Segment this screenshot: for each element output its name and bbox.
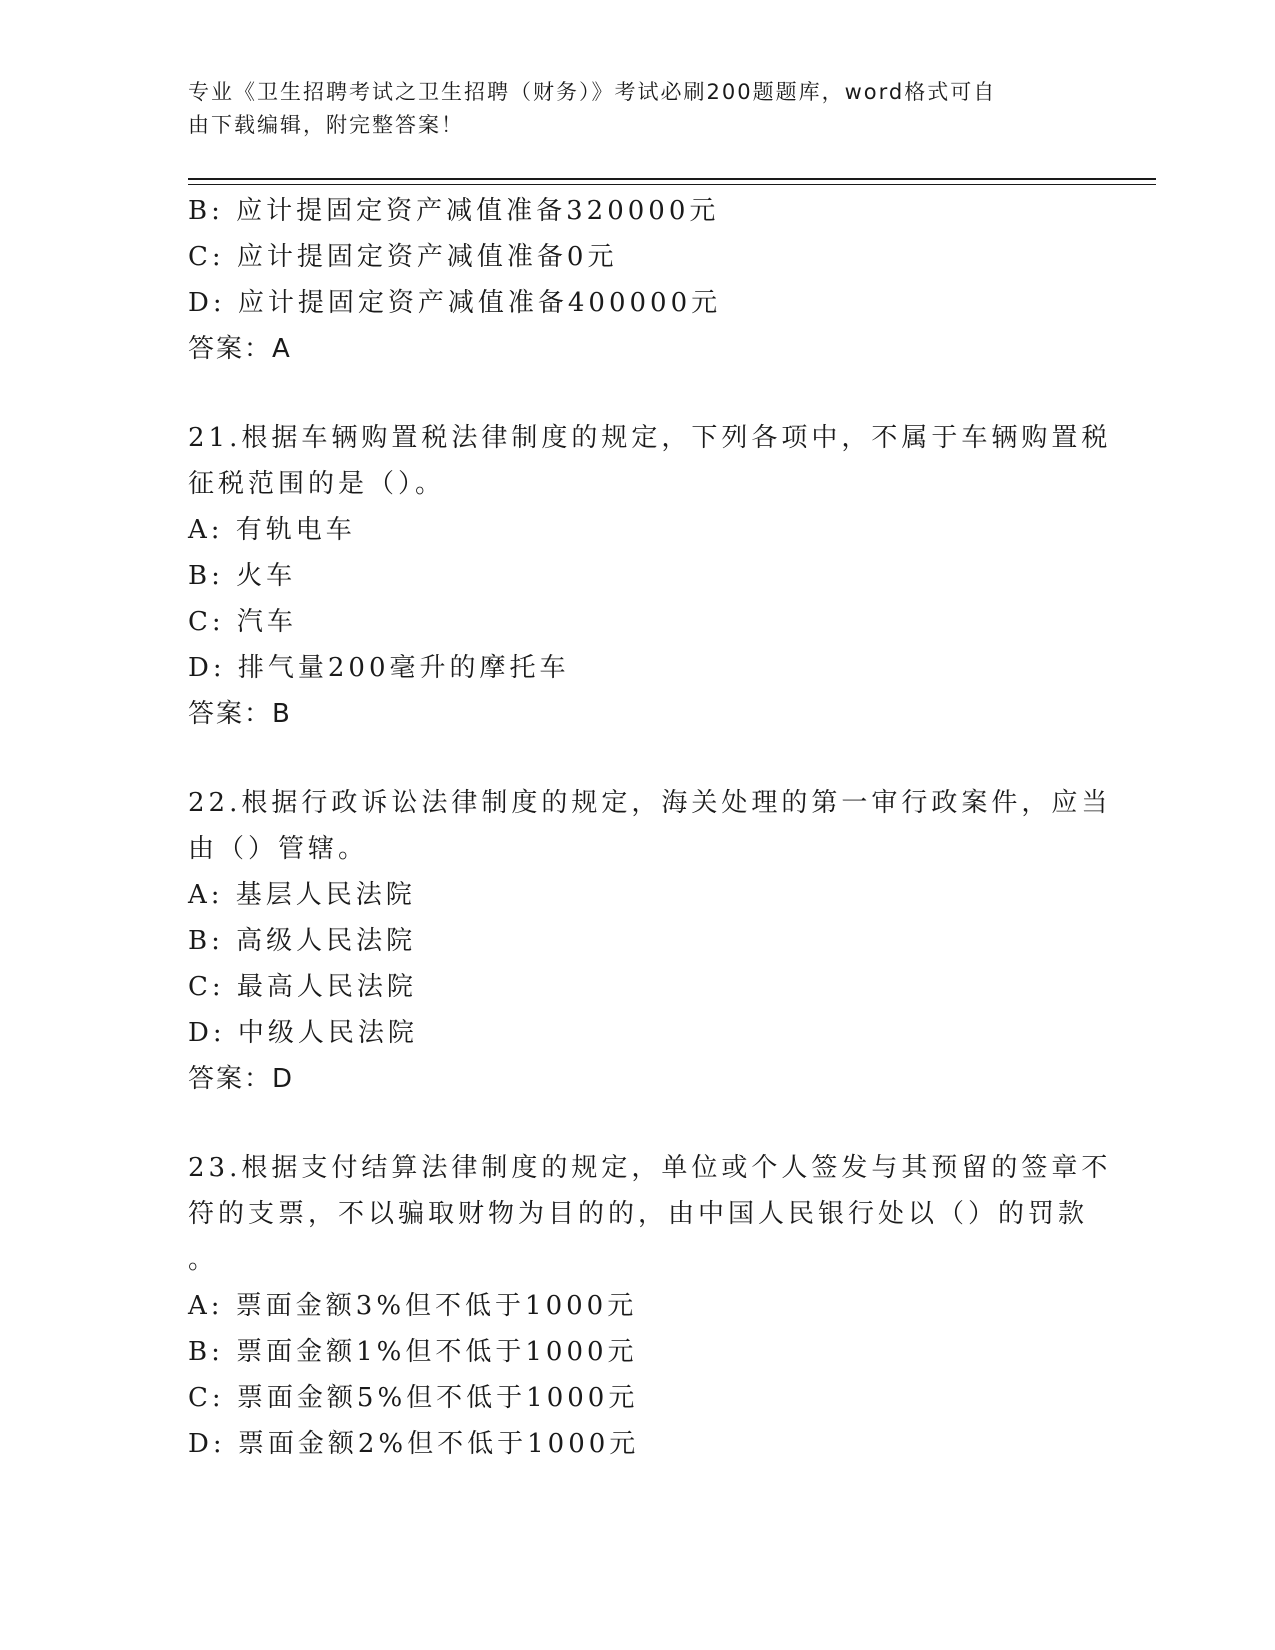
answer-line: 答案：B	[188, 699, 292, 729]
header-divider-thick	[188, 178, 1156, 180]
spacer	[188, 737, 1088, 780]
question-text-line: 。	[188, 1245, 219, 1275]
option-d: D: 票面金额2%但不低于1000元	[188, 1429, 640, 1459]
header-line-1: 专业《卫生招聘考试之卫生招聘（财务）》考试必刷200题题库，word格式可自	[188, 80, 997, 104]
document-body	[188, 188, 1112, 1467]
option-c: C: 应计提固定资产减值准备0元	[188, 242, 618, 272]
answer-line: 答案：D	[188, 1064, 295, 1094]
option-b: B: 应计提固定资产减值准备320000元	[188, 196, 720, 226]
option-c: C: 最高人民法院	[188, 972, 417, 1002]
option-a: A: 基层人民法院	[188, 880, 416, 910]
spacer	[188, 372, 1088, 415]
question-text-line: 符的支票，不以骗取财物为目的的，由中国人民银行处以（）的罚款	[188, 1199, 1089, 1229]
header-divider-thin	[188, 184, 1156, 185]
document-header	[188, 76, 1068, 142]
question-continued	[188, 188, 1088, 372]
option-d: D: 应计提固定资产减值准备400000元	[188, 288, 722, 318]
answer-line: 答案：A	[188, 334, 292, 364]
option-b: B: 火车	[188, 561, 297, 591]
question-text-line: 征税范围的是（）。	[188, 469, 446, 499]
question-text-line: 23.根据支付结算法律制度的规定，单位或个人签发与其预留的签章不	[188, 1153, 1112, 1183]
option-c: C: 票面金额5%但不低于1000元	[188, 1383, 639, 1413]
option-a: A: 票面金额3%但不低于1000元	[188, 1291, 638, 1321]
option-b: B: 票面金额1%但不低于1000元	[188, 1337, 638, 1367]
option-d: D: 排气量200毫升的摩托车	[188, 653, 570, 683]
question-text-line: 21.根据车辆购置税法律制度的规定，下列各项中，不属于车辆购置税	[188, 423, 1112, 453]
option-c: C: 汽车	[188, 607, 297, 637]
option-d: D: 中级人民法院	[188, 1018, 418, 1048]
header-line-2: 由下载编辑，附完整答案！	[188, 113, 464, 137]
option-b: B: 高级人民法院	[188, 926, 417, 956]
question-22	[188, 780, 1112, 1102]
question-21	[188, 415, 1112, 737]
question-text-line: 22.根据行政诉讼法律制度的规定，海关处理的第一审行政案件，应当	[188, 788, 1112, 818]
spacer	[188, 1102, 1088, 1145]
question-23	[188, 1145, 1112, 1467]
question-text-line: 由（）管辖。	[188, 834, 369, 864]
option-a: A: 有轨电车	[188, 515, 356, 545]
